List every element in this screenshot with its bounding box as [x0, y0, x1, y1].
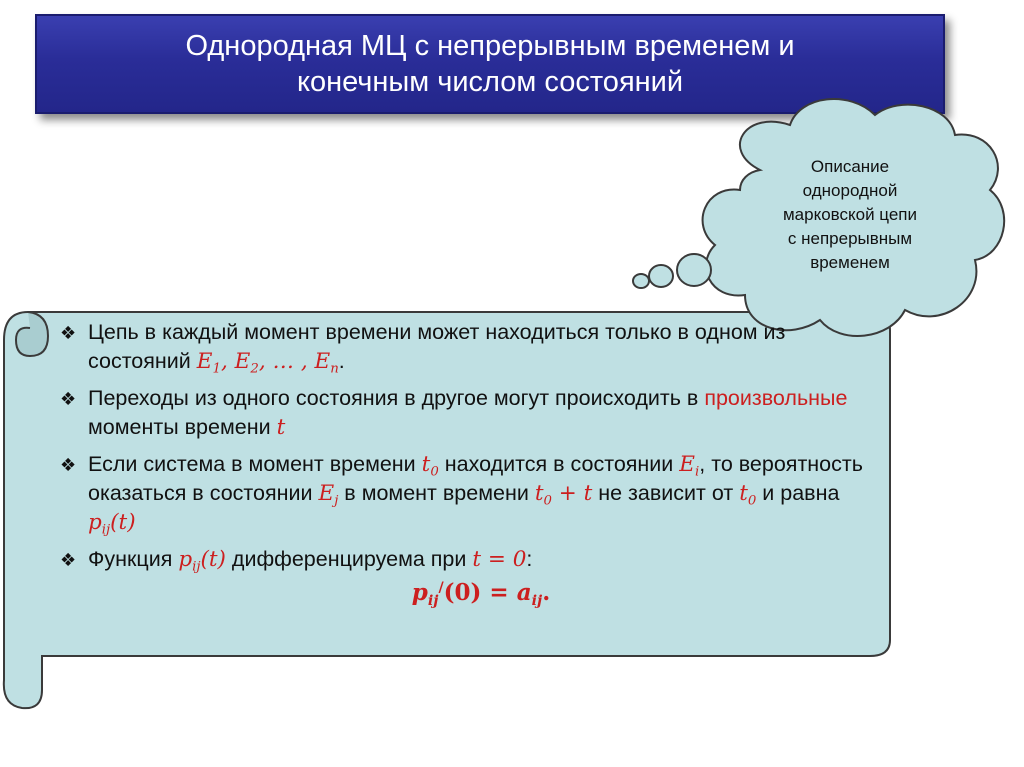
math-Ei: $E_i$	[679, 452, 700, 480]
cloud-line: с непрерывным	[787, 229, 913, 248]
bullet-text: не зависит от	[592, 481, 740, 505]
cloud-line: однородной	[802, 181, 898, 200]
bullet-text: , то вероятность оказаться в состоянии	[88, 452, 863, 505]
bullet-text: в момент времени	[338, 481, 535, 505]
title-line-2: конечным числом состояний	[296, 66, 684, 98]
title-line-1: Однородная МЦ с непрерывным временем и	[185, 30, 795, 62]
cloud-caption	[745, 155, 955, 275]
math-t0-plus-t: $t_0 + t$	[534, 481, 593, 509]
diamond-bullet-icon: ❖	[60, 323, 77, 343]
bullet-text: Переходы из одного состояния в другое могут происходить в	[88, 386, 705, 410]
bullet-text: Функция	[88, 547, 179, 571]
math-Ej: $E_j$	[318, 481, 339, 509]
diamond-bullet-icon: ❖	[60, 389, 77, 409]
math-t0: $t_0$	[421, 452, 439, 480]
derivative-formula: $p_{ij}^/(0) = a_{ij}$.	[411, 579, 551, 609]
cloud-line: временем	[810, 253, 890, 272]
bullet-item-2	[56, 384, 876, 442]
bullet-text: моменты времени	[88, 415, 277, 439]
math-pij-t: $p_{ij}(t)$	[88, 510, 136, 538]
bullet-list	[56, 318, 876, 607]
bullet-item-3	[56, 450, 876, 537]
bullet-text: Если система в момент времени	[88, 452, 422, 476]
cloud-line: Описание	[810, 157, 890, 176]
diamond-bullet-icon: ❖	[60, 455, 77, 475]
math-pij-t: $p_{ij}(t)$	[178, 547, 226, 575]
math-states: $E_1$, $E_2$, … , $E_n$	[196, 349, 339, 377]
bullet-end: :	[526, 547, 533, 571]
highlight-word: произвольные	[704, 386, 848, 410]
thought-bubble-medium	[649, 265, 673, 287]
thought-bubble-small	[633, 274, 649, 288]
bullet-text: Цепь в каждый момент времени может находиться только в одном из состояний	[88, 320, 786, 373]
thought-bubble-large	[677, 254, 711, 286]
bullet-item-1	[56, 318, 876, 376]
math-var-t: t	[276, 415, 286, 440]
bullet-text: и равна	[756, 481, 840, 505]
bullet-text: находится в состоянии	[438, 452, 680, 476]
math-condition: t = 0	[472, 547, 527, 572]
bullet-item-4	[56, 545, 876, 574]
bullet-text: дифференцируема при	[225, 547, 473, 571]
bullet-end: .	[338, 349, 345, 373]
diamond-bullet-icon: ❖	[60, 550, 77, 570]
cloud-line: марковской цепи	[782, 205, 918, 224]
math-t0: $t_0$	[739, 481, 757, 509]
